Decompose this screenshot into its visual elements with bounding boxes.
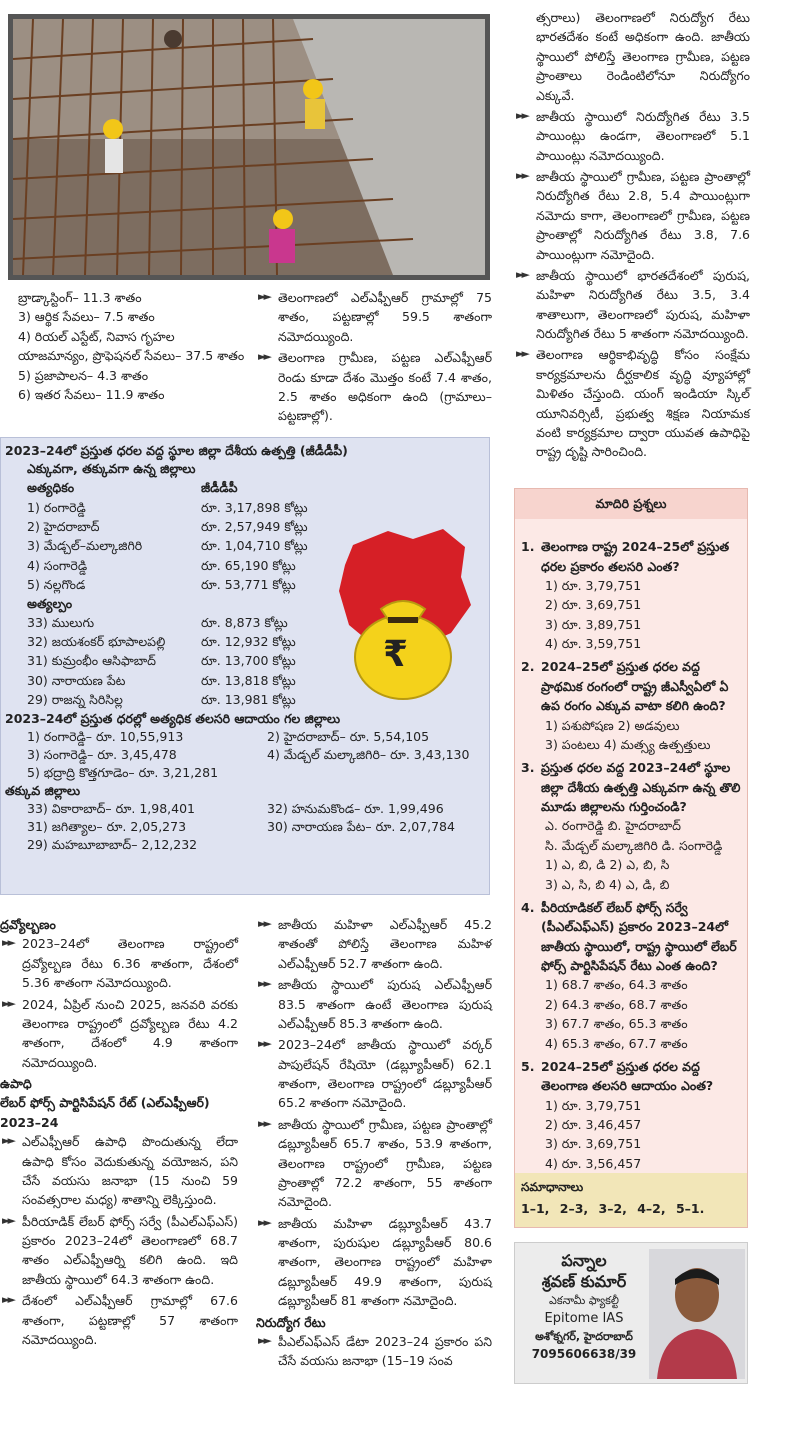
table-row: 3) సంగారెడ్డి– రూ. 3,45,478 4) మేడ్చల్ మల్కాజిగిరి– రూ. 3,43,130 (27, 746, 470, 762)
table-row: 33) వికారాబాద్– రూ. 1,98,401 32) హనుమకొండ– రూ. 1,99,496 (27, 801, 444, 817)
author-institute: Epitome IAS (544, 1311, 624, 1327)
author-photo (649, 1249, 745, 1379)
bullet-item: ►► 2023–24లో జాతీయ స్థాయిలో వర్కర్ పాపులేషన్ రేషియో (డబ్ల్యూపీఆర్) 62.1 శాతంగా, తెలంగాణ రాష్ట్రంలో డబ్ల్యూపీఆర్ 65.2 శాతంగా నమోదైంది. (258, 1037, 492, 1111)
lfpr-heading: లేబర్ ఫోర్స్ పార్టిసిపేషన్ రేట్ (ఎల్ఎఫ్పీఆర్) 2023–24 (0, 1095, 210, 1130)
bullet-item: ►► జాతీయ స్థాయిలో గ్రామీణ, పట్టణ ప్రాంతాల్లో నిరుద్యోగిత రేటు 2.8, 5.4 పాయింట్లుగా నమోదు కాగా, తెలంగాణలో గ్రామీణ, పట్టణ ప్రాంతాల్లో నిరుద్యోగిత రేటు 3.8, 7.6 పాయింట్లుగా నమోదైంది. (516, 169, 750, 262)
rupee-icon: ₹ (383, 634, 409, 675)
double-arrow-icon: ►► (2, 1213, 13, 1227)
low-income-heading: తక్కువ జిల్లాలు (5, 783, 81, 798)
table-row: 33) ములుగు రూ. 8,873 కోట్లు (27, 614, 288, 630)
table-row: 29) రాజన్న సిరిసిల్ల రూ. 13,981 కోట్లు (27, 692, 296, 708)
double-arrow-icon: ►► (258, 1116, 269, 1130)
lfpr-rural-urban-bullets (256, 288, 492, 428)
list-item: బ్రాడ్కాస్టింగ్– 11.3 శాతం (18, 290, 142, 305)
double-arrow-icon: ►► (2, 1293, 13, 1307)
bullet-item: ►► తెలంగాణ గ్రామీణ, పట్టణ ఎల్ఎఫ్పీఆర్ రెండు కూడా దేశం మొత్తం కంటే 7.4 శాతం, 2.5 శాతం అధికంగా ఉంది (గ్రామాలు–పట్టణాల్లో). (258, 350, 492, 424)
bullet-item: ►► తెలంగాణలో ఎల్ఎఫ్పీఆర్ గ్రామాల్లో 75 శాతం, పట్టణాల్లో 59.5 శాతంగా నమోదయ్యింది. (258, 290, 492, 344)
option: 3) ఎ, సి, బి 4) ఎ, డి, బి (545, 876, 670, 892)
double-arrow-icon: ►► (258, 1215, 269, 1229)
table-row: 4) సంగారెడ్డి రూ. 65,190 కోట్లు (27, 557, 296, 573)
bullet-item: ►► 2023–24లో తెలంగాణ రాష్ట్రంలో ద్రవ్యోల్బణ రేటు 6.36 శాతంగా, దేశంలో 5.36 శాతంగా నమోదయ్యింది. (2, 936, 238, 991)
double-arrow-icon: ►► (516, 169, 527, 182)
option: 2) రూ. 3,46,457 (545, 1117, 642, 1132)
double-arrow-icon: ►► (516, 267, 527, 281)
bullet-item: ►► జాతీయ స్థాయిలో భారతదేశంలో పురుష, మహిళా నిరుద్యోగిత రేటు 3.5, 3.4 శాతాలుగా, తెలంగాణలో పురుష, మహిళా నిరుద్యోగిత రేటు 5 శాతంగా నమోదయ్యింది. (516, 267, 750, 341)
lowest-heading: అత్యల్పం (27, 595, 73, 611)
bullet-item: ►► పీఎల్ఎఫ్ఎస్ డేటా 2023–24 ప్రకారం పని చేసే వయసు జనాభా (15–19 సంవ (258, 1333, 492, 1369)
employment-heading: ఉపాధి (0, 1076, 32, 1091)
bullet-item: ►► జాతీయ మహిళా డబ్ల్యూపీఆర్ 43.7 శాతంగా, పురుషుల డబ్ల్యూపీఆర్ 80.6 శాతంగా, తెలంగాణ రాష్ట్రంలో మహిళా డబ్ల్యూపీఆర్ 49.9 శాతంగా, పురుష డబ్ల్యూపీఆర్ 81 శాతంగా నమోదైంది. (258, 1215, 492, 1309)
double-arrow-icon: ►► (2, 996, 13, 1010)
table-row: 29) మహబూబాబాద్– 2,12,232 (27, 837, 198, 853)
bullet-item: ►► 2024, ఏప్రిల్ నుంచి 2025, జనవరి వరకు తెలంగాణ రాష్ట్రంలో ద్రవ్యోల్బణ రేటు 4.2 శాతంగా, దేశంలో 4.9 శాతంగా నమోదయ్యింది. (2, 996, 238, 1070)
table-row: 2) హైదరాబాద్ రూ. 2,57,949 కోట్లు (27, 519, 308, 534)
double-arrow-icon: ►► (258, 977, 269, 991)
table-row: 31) కుమ్రంభీం ఆసిఫాబాద్ రూ. 13,700 కోట్లు (27, 653, 296, 669)
author-role: ఎకనామీ ఫ్యాకల్టీ (549, 1293, 619, 1307)
bullet-item: ►► పీరియాడిక్ లేబర్ ఫోర్స్ సర్వే (పీఎల్ఎఫ్ఎస్) ప్రకారం 2023–24లో తెలంగాణలో 68.7 శాతం ఎల్ఎఫ్పీఆర్ని కలిగి ఉంది. ఇది జాతీయ స్థాయిలో 64.3 శాతంగా ఉంది. (2, 1213, 238, 1287)
model-questions-box (514, 488, 748, 1228)
construction-workers-photo (8, 14, 490, 280)
author-place: అశోక్నగర్, హైదరాబాద్ (535, 1329, 633, 1343)
wpr-unemployment-column (256, 915, 492, 1373)
table-row: 32) జయశంకర్ భూపాలపల్లి రూ. 12,932 కోట్లు (27, 634, 296, 649)
double-arrow-icon: ►► (258, 350, 269, 364)
bullet-item: ►► జాతీయ మహిళా ఎల్ఎఫ్పీఆర్ 45.2 శాతంతో పోలిస్తే తెలంగాణ మహిళ ఎల్ఎఫ్పీఆర్ 52.7 శాతంగా ఉంది. (258, 917, 492, 971)
answers-title: సమాధానాలు (521, 1180, 584, 1194)
bullet-item: ►► తెలంగాణ ఆర్థికాభివృద్ధి కోసం సంక్షేమ కార్యక్రమాలను దీర్ఘకాలిక వృద్ధి వ్యూహాల్లో మిళితం చేస్తుంది. యంగ్ ఇండియా స్కిల్ యూనివర్సిటీ, ప్రభుత్వ శిక్షణ నియామక వంటి కార్యక్రమాల ద్వారా యువత ఉపాధిపై రాష్ట్ర దృష్టి సారించింది. (516, 347, 750, 460)
option: 3) రూ. 3,69,751 (545, 1136, 642, 1152)
option: 1) పశుపోషణ 2) అడవులు (545, 717, 680, 733)
list-item: 6) ఇతర సేవలు– 11.9 శాతం (18, 386, 165, 402)
list-item: 5) ప్రజాపాలన– 4.3 శాతం (18, 367, 149, 383)
option: 2) 64.3 శాతం, 68.7 శాతం (545, 996, 688, 1012)
bullet-item: ►► దేశంలో ఎల్ఎఫ్పీఆర్ గ్రామాల్లో 67.6 శాతంగా, పట్టణాల్లో 57 శాతంగా నమోదయ్యింది. (2, 1293, 238, 1347)
option: 4) రూ. 3,56,457 (545, 1155, 642, 1171)
author-name-line1: పన్నాల (561, 1251, 607, 1270)
telangana-map-money-bag-illustration (333, 525, 475, 701)
table-row: 1) రంగారెడ్డి రూ. 3,17,898 కోట్లు (27, 499, 308, 515)
table-row: 5) నల్లగొండ రూ. 53,771 కోట్లు (27, 577, 296, 593)
double-arrow-icon: ►► (2, 936, 13, 950)
per-capita-income-title: 2023–24లో ప్రస్తుత ధరల్లో అత్యధిక తలసరి ఆదాయం గల జిల్లాలు (5, 710, 341, 726)
inflation-employment-column (0, 915, 238, 1351)
gdp-column-headers: అత్యధికం జీడీడీపీ (27, 480, 238, 496)
table-row: 5) భద్రాద్రి కొత్తగూడెం– రూ. 3,21,281 (27, 764, 219, 780)
author-details (519, 1251, 649, 1363)
author-phone: 7095606638/39 (531, 1347, 637, 1362)
option: ఎ. రంగారెడ్డి బి. హైదరాబాద్ (545, 818, 681, 834)
double-arrow-icon: ►► (516, 108, 527, 122)
double-arrow-icon: ►► (258, 290, 269, 303)
option: 1) రూ. 3,79,751 (545, 1097, 642, 1113)
gdp-box-subtitle: ఎక్కువగా, తక్కువగా ఉన్న జిల్లాలు (27, 461, 196, 477)
unemployment-heading: నిరుద్యోగ రేటు (256, 1314, 326, 1330)
answers-values: 1–1, 2–3, 3–2, 4–2, 5–1. (521, 1201, 705, 1217)
services-share-list (18, 288, 246, 404)
unemployment-right-column (514, 8, 750, 464)
question-item: 3. ప్రస్తుత ధరల వద్ద 2023–24లో స్థూల జిల్లా దేశీయ ఉత్పత్తి ఎక్కువగా ఉన్న తొలి మూడు జిల్లాలను గుర్తించండి? ఎ. రంగారెడ్డి బి. హైదరాబాద్ సి. మేడ్చల్ మల్కాజిగిరి డి. సంగారెడ్డి 1) ఎ, బి, డి 2) ఎ, బి, సి 3) ఎ, సి, బి 4) ఎ, డి, బి (515, 758, 747, 894)
option: 2) రూ. 3,69,751 (545, 597, 642, 613)
question-item: 2. 2024–25లో ప్రస్తుత ధరల వద్ద ప్రాథమిక రంగంలో రాష్ట్ర జీఎస్వీఏలో ఏ ఉప రంగం ఎక్కువ వాటా కలిగి ఉంది? 1) పశుపోషణ 2) అడవులు 3) పంటలు 4) మత్స్య ఉత్పత్తులు (515, 657, 747, 754)
gdp-box-title: 2023–24లో ప్రస్తుత ధరల వద్ద స్థూల జిల్లా దేశీయ ఉత్పత్తి (జీడీడీపీ) (5, 443, 348, 458)
bullet-item: ►► జాతీయ స్థాయిలో గ్రామీణ, పట్టణ ప్రాంతాల్లో డబ్ల్యూపీఆర్ 65.7 శాతం, 53.9 శాతంగా, తెలంగాణ రాష్ట్రంలో గ్రామీణ, పట్టణ ప్రాంతాల్లో 72.2 శాతంగా, 55 శాతంగా నమోదైంది. (258, 1116, 492, 1210)
answers-strip (515, 1173, 747, 1227)
option: 3) పంటలు 4) మత్స్య ఉత్పత్తులు (545, 736, 711, 752)
option: 3) రూ. 3,89,751 (545, 616, 642, 632)
option: 1) 68.7 శాతం, 64.3 శాతం (545, 977, 688, 993)
double-arrow-icon: ►► (258, 1037, 269, 1051)
list-item: 4) రియల్ ఎస్టేట్, నివాస గృహల యాజమాన్యం, ప్రొఫెషనల్ సేవలు– 37.5 శాతం (18, 328, 245, 364)
question-item: 4. పీరియాడికల్ లేబర్ ఫోర్స్ సర్వే (పీఎల్ఎఫ్ఎస్) ప్రకారం 2023–24లో జాతీయ స్థాయిలో, రాష్ట్ర స్థాయిలో లేబర్ ఫోర్స్ పార్టిసిపేషన్ రేటు ఎంత ఉంది? 1) 68.7 శాతం, 64.3 శాతం 2) 64.3 శాతం, 68.7 శాతం 3) 67.7 శాతం, 65.3 శాతం 4) 65.3 శాతం, 67.7 శాతం (515, 898, 747, 1053)
option: 1) రూ. 3,79,751 (545, 577, 642, 593)
double-arrow-icon: ►► (2, 1134, 13, 1148)
model-questions-title: మాదిరి ప్రశ్నలు (515, 489, 747, 519)
option: 4) రూ. 3,59,751 (545, 636, 642, 651)
author-card (514, 1242, 748, 1384)
table-row: 31) జగిత్యాల– రూ. 2,05,273 30) నారాయణ పేట– రూ. 2,07,784 (27, 819, 455, 835)
inflation-heading: ద్రవ్యోల్బణం (0, 917, 56, 932)
option: 3) 67.7 శాతం, 65.3 శాతం (545, 1016, 688, 1032)
option: 4) 65.3 శాతం, 67.7 శాతం (545, 1035, 688, 1051)
double-arrow-icon: ►► (258, 1333, 269, 1347)
table-row: 3) మేడ్చల్–మల్కాజిగిరి రూ. 1,04,710 కోట్లు (27, 538, 308, 554)
table-row: 30) నారాయణ పేట రూ. 13,818 కోట్లు (27, 672, 296, 688)
bullet-item: ►► జాతీయ స్థాయిలో నిరుద్యోగిత రేటు 3.5 పాయింట్లు ఉండగా, తెలంగాణలో 5.1 పాయింట్లు నమోదయ్యింది. (516, 108, 750, 163)
intro-paragraph: త్సరాలు) తెలంగాణలో నిరుద్యోగ రేటు భారతదేశం కంటే అధికంగా ఉంది. జాతీయ స్థాయిలో పోలిస్తే తెలంగాణ గ్రామీణ, పట్టణ ప్రాంతాలు రెండింటిలోనూ నిరుద్యోగం ఎక్కువే. (536, 10, 750, 103)
question-item: 5. 2024–25లో ప్రస్తుత ధరల వద్ద తెలంగాణ తలసరి ఆదాయం ఎంత? 1) రూ. 3,79,751 2) రూ. 3,46,457 3) రూ. 3,69,751 4) రూ. 3,56,457 (515, 1057, 747, 1173)
bullet-item: ►► ఎల్ఎఫ్పీఆర్ ఉపాధి పొందుతున్న లేదా ఉపాధి కోసం వెదుకుతున్న వయోజన, పని చేసే వయసు జనాభా (15 నుంచి 59 సంవత్సరాల మధ్య) శాతాన్ని లెక్కిస్తుంది. (2, 1134, 238, 1208)
double-arrow-icon: ►► (258, 917, 269, 930)
bullet-item: ►► జాతీయ స్థాయిలో పురుష ఎల్ఎఫ్పీఆర్ 83.5 శాతంగా ఉంటే తెలంగాణ పురుష ఎల్ఎఫ్పీఆర్ 85.3 శాతంగా ఉంది. (258, 977, 492, 1031)
list-item: 3) ఆర్థిక సేవలు– 7.5 శాతం (18, 309, 155, 325)
question-item: 1. తెలంగాణ రాష్ట్ర 2024–25లో ప్రస్తుత ధరల ప్రకారం తలసరి ఎంత? 1) రూ. 3,79,751 2) రూ. 3,69,751 3) రూ. 3,89,751 4) రూ. 3,59,751 (515, 537, 747, 653)
author-name-line2: శ్రవణ్ కుమార్ (541, 1271, 627, 1291)
table-row: 1) రంగారెడ్డి– రూ. 10,55,913 2) హైదరాబాద్– రూ. 5,54,105 (27, 728, 430, 744)
double-arrow-icon: ►► (516, 347, 527, 361)
option: సి. మేడ్చల్ మల్కాజిగిరి డి. సంగారెడ్డి (545, 837, 723, 853)
option: 1) ఎ, బి, డి 2) ఎ, బి, సి (545, 857, 670, 873)
